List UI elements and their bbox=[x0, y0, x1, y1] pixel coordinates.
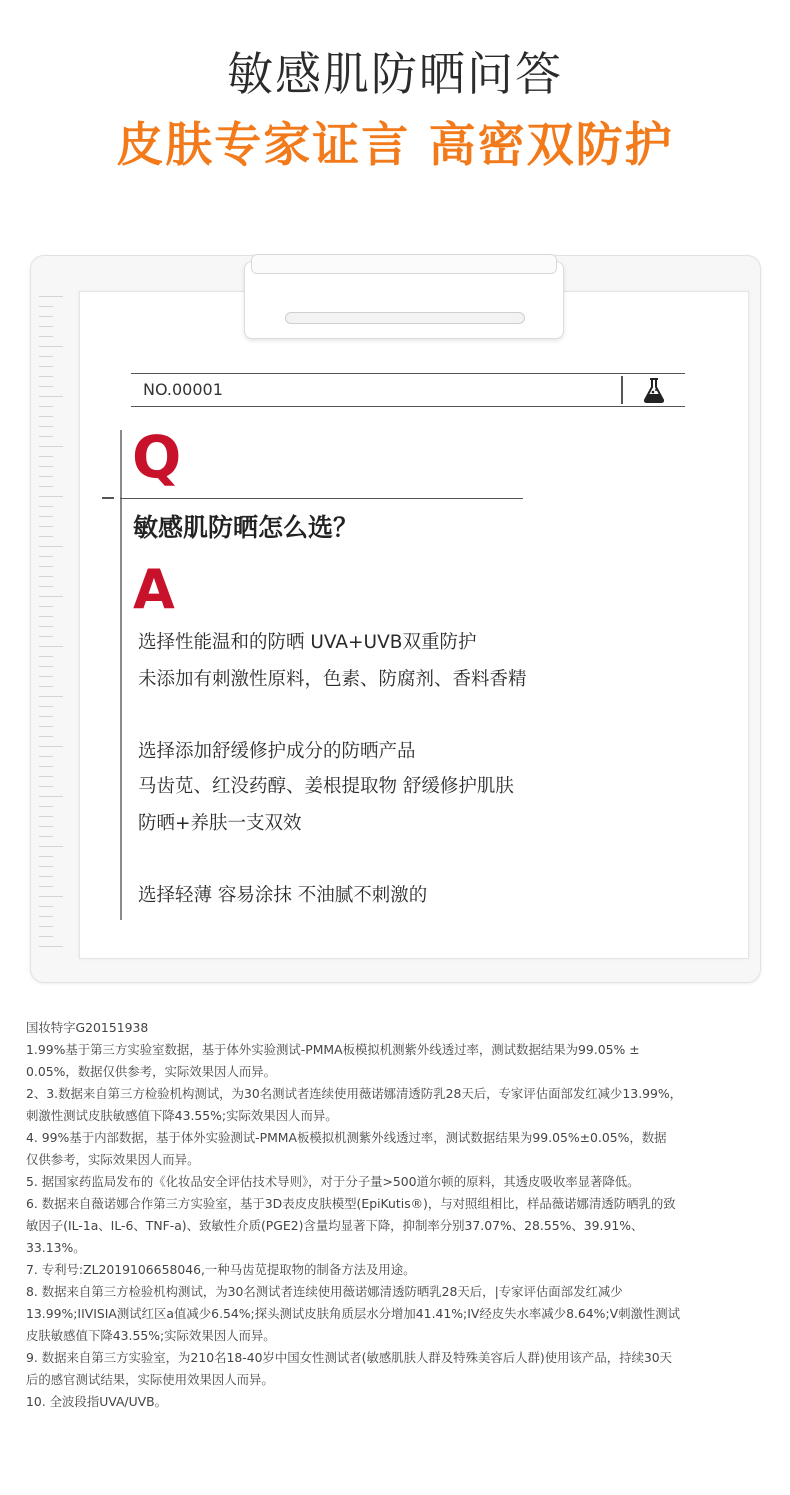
ruler-tick bbox=[39, 866, 53, 867]
answer-mark-letter: A bbox=[133, 558, 175, 621]
ruler-tick bbox=[39, 496, 63, 497]
footnote-line: 1.99%基于第三方实验室数据，基于体外实验测试-PMMA板模拟机测紫外线透过率，测试数据结果为99.05% ± bbox=[26, 1042, 640, 1057]
ruler-tick bbox=[39, 386, 53, 387]
ruler-tick bbox=[39, 786, 53, 787]
ruler-tick bbox=[39, 616, 53, 617]
ruler-tick bbox=[39, 336, 53, 337]
answer-line: 马齿苋、红没药醇、姜根提取物 舒缓修护肌肤 bbox=[138, 776, 514, 797]
ruler-decoration bbox=[39, 296, 69, 946]
ruler-tick bbox=[39, 826, 53, 827]
ruler-tick bbox=[39, 756, 53, 757]
footnote-line: 7. 专利号:ZL2019106658046,一种马齿苋提取物的制备方法及用途。 bbox=[26, 1262, 416, 1277]
clipboard-clip bbox=[244, 261, 564, 339]
ruler-tick bbox=[39, 766, 53, 767]
footnotes bbox=[26, 1017, 768, 1413]
ruler-tick bbox=[39, 576, 53, 577]
footnote-line: 8. 数据来自第三方检验机构测试，为30名测试者连续使用薇诺娜清透防晒乳28天后，|专家评估面部发红减少 bbox=[26, 1284, 623, 1299]
ruler-tick bbox=[39, 676, 53, 677]
ruler-tick bbox=[39, 796, 63, 797]
footnote-line: 刺激性测试皮肤敏感值下降43.55%;实际效果因人而异。 bbox=[26, 1108, 338, 1123]
ruler-tick bbox=[39, 306, 53, 307]
ruler-tick bbox=[39, 526, 53, 527]
ruler-tick bbox=[39, 776, 53, 777]
footnote-line: 33.13%。 bbox=[26, 1240, 86, 1255]
footnote-line: 国妆特字G20151938 bbox=[26, 1020, 149, 1035]
answer-line: 选择添加舒缓修护成分的防晒产品 bbox=[138, 741, 416, 762]
ruler-tick bbox=[39, 706, 53, 707]
ruler-tick bbox=[39, 516, 53, 517]
ruler-tick bbox=[39, 566, 53, 567]
question-mark-letter: Q bbox=[132, 423, 182, 491]
ruler-tick bbox=[39, 606, 53, 607]
ruler-tick bbox=[39, 476, 53, 477]
ruler-tick bbox=[39, 696, 63, 697]
ruler-tick bbox=[39, 856, 53, 857]
ruler-tick bbox=[39, 416, 53, 417]
footnote-line: 敏因子(IL-1a、IL-6、TNF-a)、致敏性介质(PGE2)含量均显著下降，抑制率分别37.07%、28.55%、39.91%、 bbox=[26, 1218, 644, 1233]
footnote-line: 2、3.数据来自第三方检验机构测试，为30名测试者连续使用薇诺娜清透防乳28天后，专家评估面部发红减少13.99%， bbox=[26, 1086, 683, 1101]
clip-top-bar bbox=[251, 254, 557, 274]
ruler-tick bbox=[39, 906, 53, 907]
footnote-line: 0.05%，数据仅供参考，实际效果因人而异。 bbox=[26, 1064, 277, 1079]
ruler-tick bbox=[39, 536, 53, 537]
ruler-tick bbox=[39, 946, 63, 947]
ruler-tick bbox=[39, 746, 63, 747]
answer-line: 选择轻薄 容易涂抹 不油腻不刺激的 bbox=[138, 885, 428, 906]
ruler-tick bbox=[39, 926, 53, 927]
ruler-tick bbox=[39, 466, 53, 467]
ruler-tick bbox=[39, 596, 63, 597]
question-text: 敏感肌防晒怎么选？ bbox=[133, 513, 359, 542]
ruler-tick bbox=[39, 456, 53, 457]
ruler-tick bbox=[39, 886, 53, 887]
ruler-tick bbox=[39, 936, 53, 937]
ruler-tick bbox=[39, 316, 53, 317]
footnote-line: 5. 据国家药监局发布的《化妆品安全评估技术导则》，对于分子量>500道尔顿的原料，其透皮吸收率显著降低。 bbox=[26, 1174, 640, 1189]
question-dash bbox=[102, 497, 114, 499]
footnote-line: 仅供参考，实际效果因人而异。 bbox=[26, 1152, 200, 1167]
ruler-tick bbox=[39, 586, 53, 587]
ruler-tick bbox=[39, 366, 53, 367]
ruler-tick bbox=[39, 836, 53, 837]
answer-line: 选择性能温和的防晒 UVA+UVB双重防护 bbox=[138, 632, 477, 653]
ruler-tick bbox=[39, 486, 53, 487]
ruler-tick bbox=[39, 326, 53, 327]
footnote-line: 后的感官测试结果，实际使用效果因人而异。 bbox=[26, 1372, 274, 1387]
left-accent-bar bbox=[120, 430, 122, 920]
ruler-tick bbox=[39, 346, 63, 347]
ruler-tick bbox=[39, 736, 53, 737]
ruler-tick bbox=[39, 636, 53, 637]
ruler-tick bbox=[39, 656, 53, 657]
ruler-tick bbox=[39, 506, 53, 507]
ruler-tick bbox=[39, 916, 53, 917]
footnote-line: 4. 99%基于内部数据，基于体外实验测试-PMMA板模拟机测紫外线透过率，测试数据结果为99.05%±0.05%，数据 bbox=[26, 1130, 667, 1145]
ruler-tick bbox=[39, 426, 53, 427]
ruler-tick bbox=[39, 546, 63, 547]
ruler-tick bbox=[39, 376, 53, 377]
ruler-tick bbox=[39, 356, 53, 357]
page-title: 敏感肌防晒问答 bbox=[227, 47, 563, 101]
ruler-tick bbox=[39, 646, 63, 647]
footnote-line: 9. 数据来自第三方实验室，为210名18-40岁中国女性测试者(敏感肌肤人群及特殊美容后人群)使用该产品，持续30天 bbox=[26, 1350, 673, 1365]
ruler-tick bbox=[39, 816, 53, 817]
footnote-line: 6. 数据来自薇诺娜合作第三方实验室，基于3D表皮皮肤模型(EpiKutis®)，与对照组相比，样品薇诺娜清透防晒乳的致 bbox=[26, 1196, 676, 1211]
ruler-tick bbox=[39, 726, 53, 727]
ruler-tick bbox=[39, 876, 53, 877]
ruler-tick bbox=[39, 406, 53, 407]
card-header bbox=[131, 373, 685, 407]
question-underline bbox=[120, 498, 523, 499]
card-number: NO.00001 bbox=[143, 380, 223, 399]
ruler-tick bbox=[39, 846, 63, 847]
ruler-tick bbox=[39, 666, 53, 667]
ruler-tick bbox=[39, 896, 63, 897]
ruler-tick bbox=[39, 296, 63, 297]
answer-line: 未添加有刺激性原料，色素、防腐剂、香料香精 bbox=[138, 669, 527, 690]
header-divider bbox=[621, 376, 623, 404]
ruler-tick bbox=[39, 806, 53, 807]
ruler-tick bbox=[39, 396, 63, 397]
footnote-line: 皮肤敏感值下降43.55%;实际效果因人而异。 bbox=[26, 1328, 276, 1343]
clip-slot bbox=[285, 312, 525, 324]
answer-line: 防晒+养肤一支双效 bbox=[138, 813, 302, 834]
ruler-tick bbox=[39, 626, 53, 627]
ruler-tick bbox=[39, 716, 53, 717]
ruler-tick bbox=[39, 436, 53, 437]
flask-icon bbox=[639, 375, 669, 405]
page-subtitle: 皮肤专家证言 高密双防护 bbox=[116, 118, 674, 173]
footnote-line: 13.99%;IIVISIA测试红区a值减少6.54%;探头测试皮肤角质层水分增加41.41%;IV经皮失水率减少8.64%;V刺激性测试 bbox=[26, 1306, 681, 1321]
footnote-line: 10. 全波段指UVA/UVB。 bbox=[26, 1394, 168, 1409]
ruler-tick bbox=[39, 446, 63, 447]
ruler-tick bbox=[39, 556, 53, 557]
ruler-tick bbox=[39, 686, 53, 687]
